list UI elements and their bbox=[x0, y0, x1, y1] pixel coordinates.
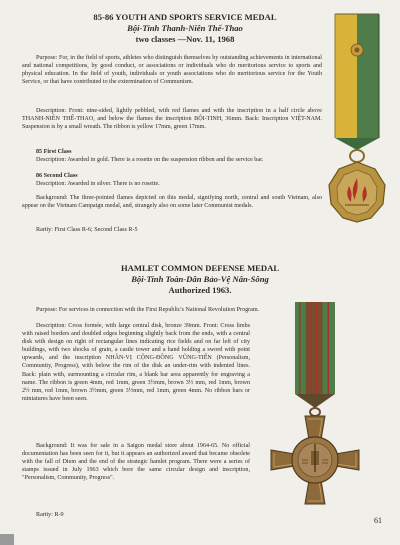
section1-class1-desc: Description: Awarded in gold. There is a rosette on the suspension ribbon and the service bar. bbox=[36, 157, 264, 163]
section2-title: HAMLET COMMON DEFENSE MEDAL bbox=[120, 263, 280, 273]
section1-title: 85-86 YOUTH AND SPORTS SERVICE MEDAL bbox=[93, 12, 277, 22]
section1-class2-desc: Description: Awarded in silver. There is no rosette. bbox=[36, 181, 160, 187]
scan-edge-mark bbox=[0, 534, 14, 545]
section2-purpose: Purpose: For services in connection with the First Republic's National Revolution Program. bbox=[36, 307, 260, 313]
page-number: 61 bbox=[374, 516, 382, 525]
section2-background: Background: It was for sale in a Saigon medal store about 1964-65. No official documentation has been seen for it, but it appears an authorized award that became obsolete with the fall of Diem and the end of the strategic hamlet program. There were a series of stamps issued in July 1963 which bore the same circular design and inscription, "Personalism, Community, Progress". bbox=[22, 443, 250, 482]
section1-background: Background: The three-pointed flames depicted on this medal, signifying north, central and south Vietnam, also appear on the Vietnam Campaign medal, and, strangely also on some later Communist medals. bbox=[22, 195, 322, 210]
section2-description: Description: Cross formée, with large central disk, bronze 39mm. Front: Cross limbs with raised borders and doubled edges beginning slightly back from the ends, with a central disk with design on right of rectangular lines indicating rice fields and on far left of city buildings, with two shocks of grain, a castle tower and a hand holding a sword with point upwards, and the inscription NHÂN-VỊ CỘNG-ĐỒNG VŨNG-TIẾN (Personalism, Community, Progress), with below the rim of the disk an under-rim with indented lines. Back: plain with, surmounting a circular rim, a blank bar area apparently for engraving a name. The ribbon is green 4mm, red 1mm, green 3½mm, brown 3½ mm, red 1mm, brown 2½ mm, red 1mm, brown 3½mm, green 3½mm, red 1mm, green 4mm. No ribbon bars or miniatures have been seen. bbox=[22, 323, 250, 402]
section1-description: Description: Front: nine-sided, lightly pebbled, with red flames and with the inscription in a half circle above THANH-NIÊN THỂ-THAO, and below the flames the inscription BỘI-TINH, 36mm. Back: Inscription VIỆT-NAM. Suspension is by a small wreath. The ribbon is yellow 17mm, green 17mm. bbox=[22, 108, 322, 131]
section2-authorized: Authorized 1963. bbox=[168, 285, 232, 295]
section1-rarity: Rarity: First Class R-6; Second Class R-5 bbox=[36, 227, 138, 233]
youth-sports-medal-image bbox=[325, 10, 393, 242]
section2-subtitle: Bội-Tinh Toàn-Dân Bảo-Vệ Nân-Sông bbox=[131, 274, 269, 284]
section1-purpose: Purpose: For, in the field of sports, athletes who distinguish themselves by outstanding achievements in international and national competitions, by good conduct, or associations or individuals who do meritorious service to sports and physical education. In the field of youth, individuals or youth associations who do meritorious service for the Youth Service, or that have contributed to the extermination of Communism. bbox=[22, 55, 322, 86]
hamlet-defense-medal-image bbox=[255, 300, 385, 510]
section1-subtitle: Bội-Tinh Thanh-Niên Thể-Thao bbox=[127, 23, 243, 33]
section1-class1-heading: 85 First Class bbox=[36, 149, 72, 155]
section1-authorized: two classes —Nov. 11, 1968 bbox=[135, 34, 235, 44]
section1-class2-heading: 86 Second Class bbox=[36, 173, 78, 179]
section2-rarity: Rarity: R-9 bbox=[36, 512, 64, 518]
